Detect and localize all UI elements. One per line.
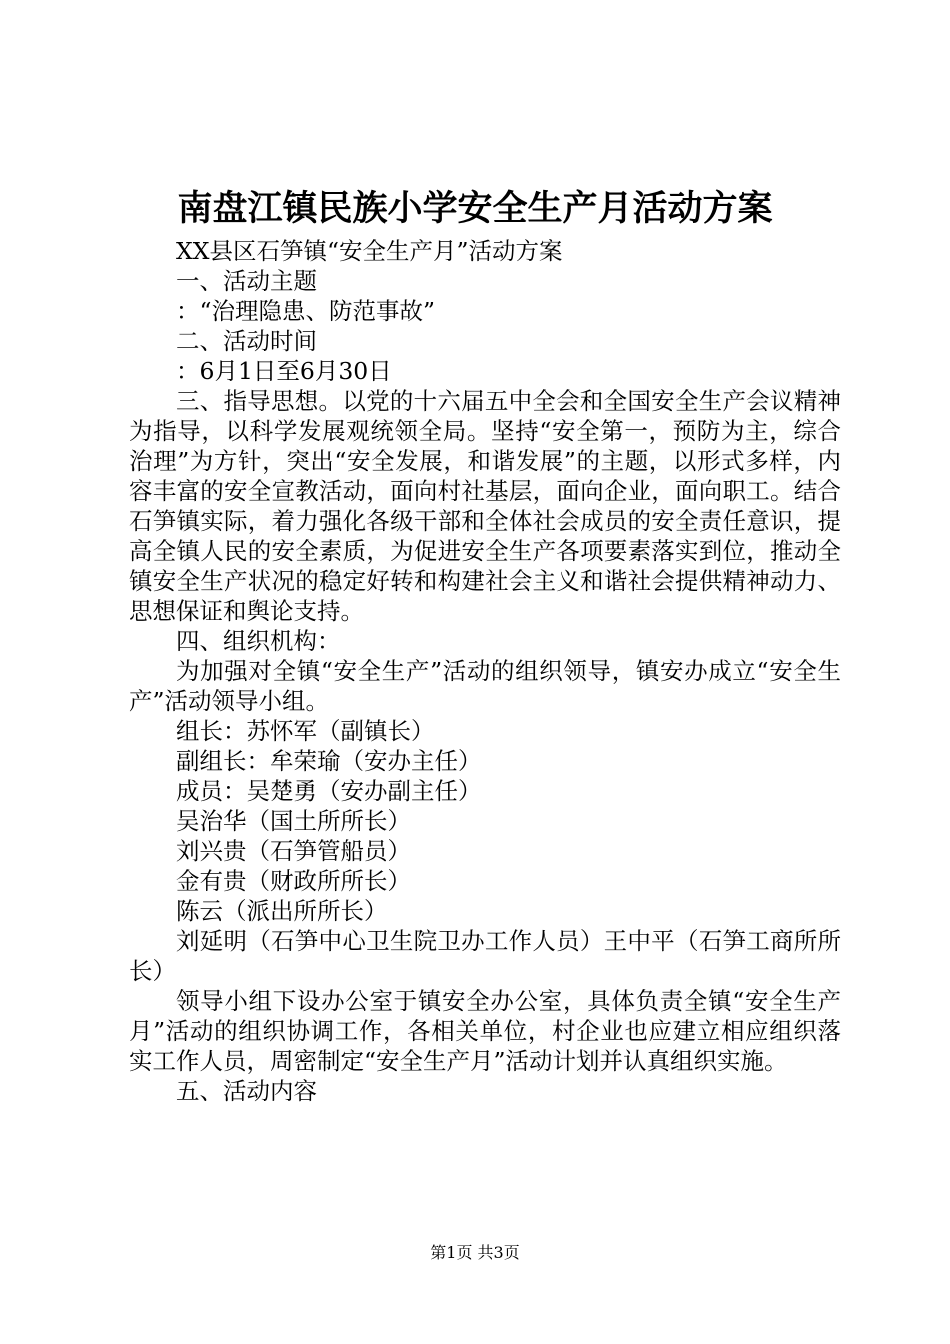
- page-footer: 第1页 共3页: [430, 1243, 520, 1262]
- paragraph-guiding-thought: 三、指导思想。以党的十六届五中全会和全国安全生产会议精神为指导，以科学发展观统领全局。坚持“安全第一，预防为主，综合治理”为方针，突出“安全发展，和谐发展”的主题，以形式多样，内容丰富的安全宣教活动，面向村社基层，面向企业，面向职工。结合石笋镇实际，着力强化各级干部和全体社会成员的安全责任意识，提高全镇人民的安全素质，为促进安全生产各项要素落实到位，推动全镇安全生产状况的稳定好转和构建社会主义和谐社会提供精神动力、思想保证和舆论支持。: [129, 387, 841, 625]
- paragraph-org-intro: 为加强对全镇“安全生产”活动的组织领导，镇安办成立“安全生产”活动领导小组。: [129, 657, 841, 715]
- paragraph-section-4: 四、组织机构：: [176, 627, 341, 655]
- paragraph-member: 金有贵（财政所所长）: [176, 867, 411, 895]
- paragraph-member: 吴治华（国土所所长）: [176, 807, 411, 835]
- paragraph-office: 领导小组下设办公室于镇安全办公室，具体负责全镇“安全生产月”活动的组织协调工作，各相关单位，村企业也应建立相应组织落实工作人员，周密制定“安全生产月”活动计划并认真组织实施。: [129, 987, 841, 1075]
- paragraph-heading: XX县区石笋镇“安全生产月”活动方案: [176, 237, 563, 265]
- paragraph-member: 成员：吴楚勇（安办副主任）: [176, 777, 482, 805]
- paragraph-theme: ：“治理隐患、防范事故”: [176, 297, 436, 325]
- document-body: [129, 236, 841, 1106]
- paragraph-section-5: 五、活动内容: [176, 1077, 317, 1105]
- paragraph-dates: ：6月1日至6月30日: [176, 357, 392, 385]
- paragraph-leader: 组长：苏怀军（副镇长）: [176, 717, 435, 745]
- paragraph-deputy-leader: 副组长：牟荣瑜（安办主任）: [176, 747, 482, 775]
- paragraph-section-1: 一、活动主题: [176, 267, 317, 295]
- paragraph-member: 陈云（派出所所长）: [176, 897, 388, 925]
- paragraph-member: 刘延明（石笋中心卫生院卫办工作人员）王中平（石笋工商所所长）: [129, 927, 841, 985]
- paragraph-section-2: 二、活动时间: [176, 327, 317, 355]
- document-title: 南盘江镇民族小学安全生产月活动方案: [177, 188, 773, 229]
- paragraph-member: 刘兴贵（石笋管船员）: [176, 837, 411, 865]
